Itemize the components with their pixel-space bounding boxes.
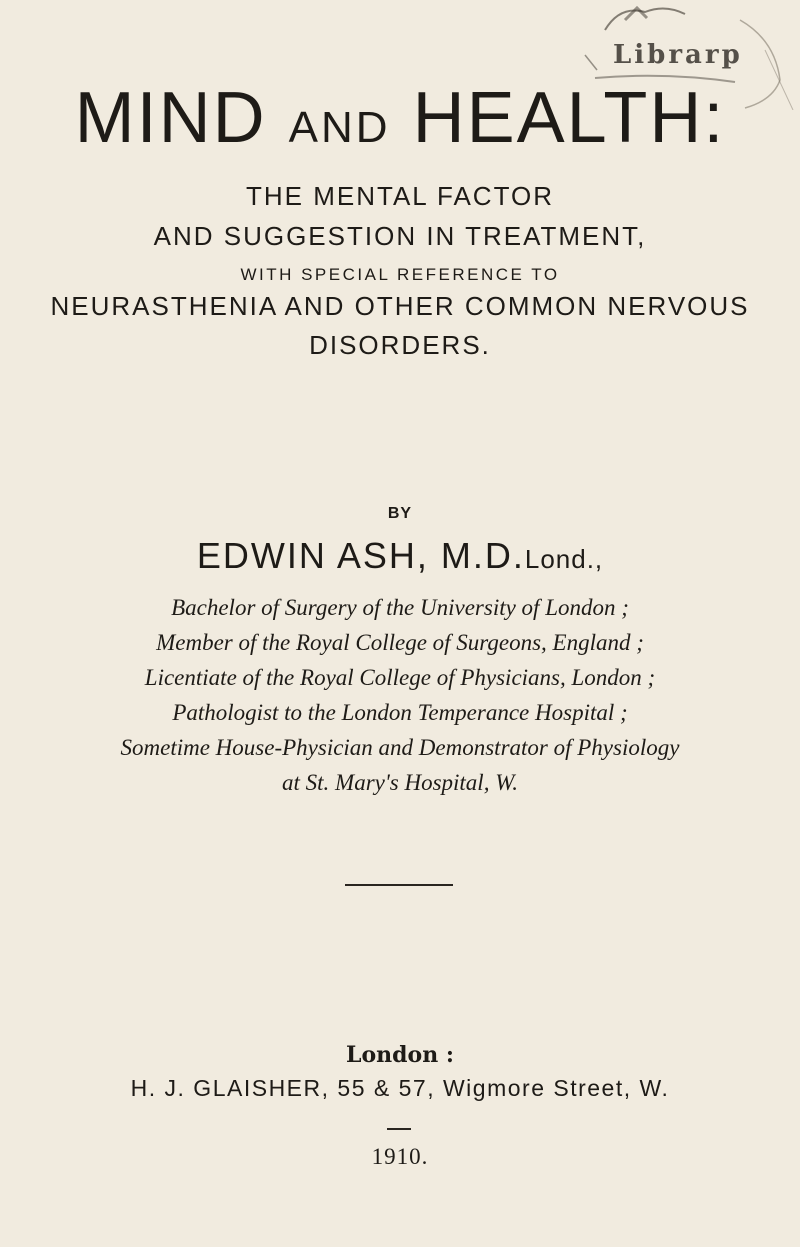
title-word-mind: MIND xyxy=(74,78,267,158)
subtitle-line-3: WITH SPECIAL REFERENCE TO xyxy=(240,265,560,284)
credential-line: Pathologist to the London Temperance Hospital ; xyxy=(172,700,628,725)
title-word-health: HEALTH: xyxy=(412,78,726,158)
credential-line: at St. Mary's Hospital, W. xyxy=(282,770,518,795)
credential-line: Member of the Royal College of Surgeons, England ; xyxy=(156,630,644,655)
author-credentials xyxy=(0,590,800,800)
subtitle-line-2: AND SUGGESTION IN TREATMENT, xyxy=(153,221,647,251)
library-stamp-text: Librarp xyxy=(613,40,743,70)
divider-rule xyxy=(345,884,453,886)
book-title xyxy=(0,78,800,158)
imprint-place: London : xyxy=(346,1042,454,1068)
author-name-text: EDWIN ASH, M.D. xyxy=(196,535,525,576)
publisher-line: H. J. GLAISHER, 55 & 57, Wigmore Street, W. xyxy=(130,1075,670,1101)
author-name xyxy=(0,535,800,577)
credential-line: Bachelor of Surgery of the University of London ; xyxy=(171,595,629,620)
publication-year: 1910. xyxy=(371,1144,429,1169)
subtitle-line-4: NEURASTHENIA AND OTHER COMMON NERVOUS xyxy=(50,291,750,321)
author-degree: Lond., xyxy=(524,544,604,574)
by-label: BY xyxy=(387,505,413,522)
credential-line: Sometime House-Physician and Demonstrator of Physiology xyxy=(120,735,680,760)
credential-line: Licentiate of the Royal College of Physicians, London ; xyxy=(144,665,656,690)
short-divider xyxy=(387,1128,411,1130)
subtitle-line-5: DISORDERS. xyxy=(309,330,491,360)
title-word-and: AND xyxy=(288,103,391,152)
subtitle-line-1: THE MENTAL FACTOR xyxy=(246,181,554,211)
